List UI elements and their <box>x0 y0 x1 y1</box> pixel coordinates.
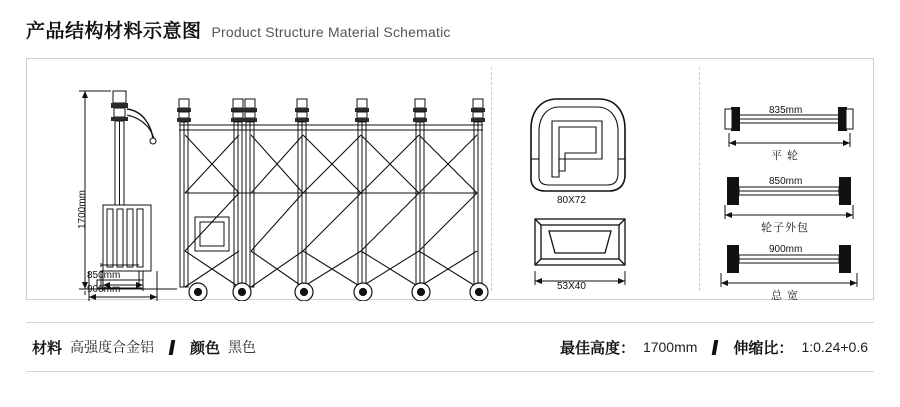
dim-wheel-row-1: 850mm <box>769 176 803 187</box>
spec-item-material <box>32 337 154 358</box>
spec-item-color <box>190 337 256 358</box>
page-title-en: Product Structure Material Schematic <box>211 24 451 40</box>
caption-wheel-row-0: 平 轮 <box>771 150 800 162</box>
dim-wheel-row-2: 900mm <box>769 244 803 255</box>
spec-label-color: 颜色 <box>190 339 221 357</box>
spec-value-material: 高强度合金铝 <box>70 339 155 355</box>
spec-label-material: 材料 <box>32 339 63 357</box>
caption-wheel-row-1: 轮子外包 <box>761 222 809 234</box>
spec-label-ratio: 伸缩比： <box>733 339 794 357</box>
spec-value-color: 黑色 <box>228 339 257 355</box>
dim-base-inner: 850mm <box>87 270 121 281</box>
spec-value-ratio: 1:0.24+0.6 <box>801 339 868 355</box>
spec-item-ratio <box>733 337 868 358</box>
panel-divider-left <box>491 67 492 291</box>
dim-bottom-profile: 53X40 <box>557 281 586 292</box>
bold-bar-separator-icon <box>169 340 176 355</box>
dim-gate-height: 1700mm <box>77 190 88 229</box>
dim-wheel-row-0: 835mm <box>769 105 803 116</box>
caption-wheel-row-2: 总 宽 <box>771 290 800 302</box>
panel-divider-right <box>699 67 700 291</box>
spec-bar <box>26 322 874 372</box>
schematic-board <box>26 58 874 300</box>
dim-base-outer: 900mm <box>87 284 121 295</box>
spec-value-height: 1700mm <box>642 339 698 355</box>
profile-sections-drawing <box>497 59 697 301</box>
bold-bar-separator-icon-2 <box>712 340 719 355</box>
page-header <box>26 16 451 43</box>
page-title-cn: 产品结构材料示意图 <box>26 21 202 42</box>
dim-top-profile: 80X72 <box>557 195 586 206</box>
spec-label-height: 最佳高度： <box>559 339 635 357</box>
spec-item-height <box>560 337 697 358</box>
